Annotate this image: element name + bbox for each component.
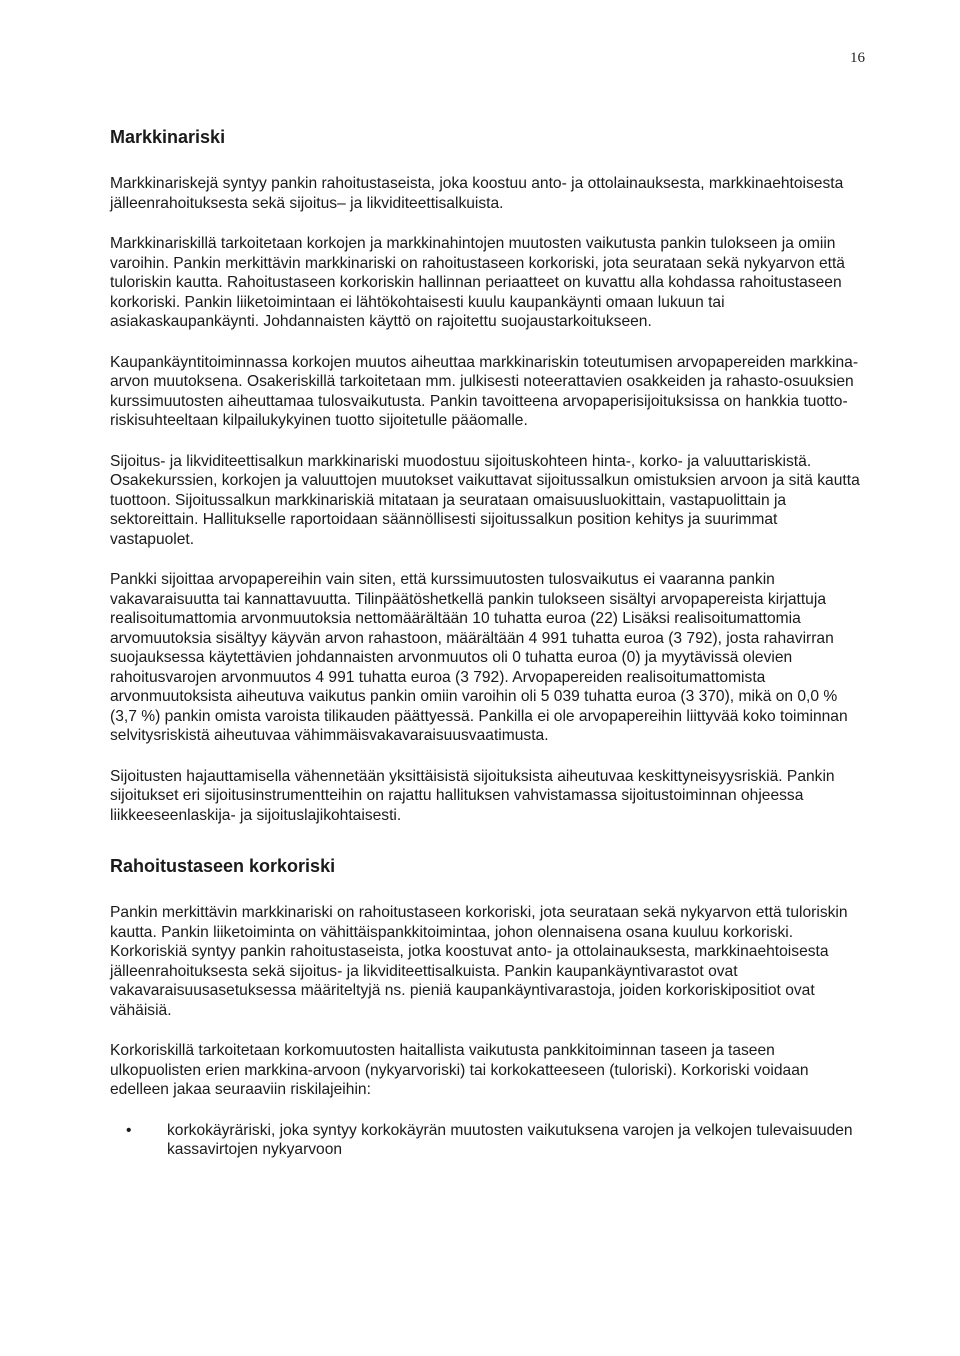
bullet-icon: •	[126, 1121, 132, 1139]
paragraph: Sijoitus- ja likviditeettisalkun markkinariski muodostuu sijoituskohteen hinta-, korko- ja valuuttariskistä. Osakekurssien, korkojen ja valuuttojen muutokset vaikuttavat sijoitussalkun omistuksien arvoon ja sitä kautta tuottoon. Sijoitussalkun markkinariskiä mitataan ja seurataan omaisuusluokittain, vastapuolittain ja sektoreittain. Hallitukselle raportoidaan säännöllisesti sijoitussalkun position kehitys ja suurimmat vastapuolet.	[110, 452, 860, 548]
list-item	[110, 1121, 860, 1160]
paragraph: Korkoriskillä tarkoitetaan korkomuutosten haitallista vaikutusta pankkitoiminnan taseen ja taseen ulkopuolisten erien markkina-arvoon (nykyarvoriski) tai korkokatteeseen (tuloriski). Korkoriski voidaan edelleen jakaa seuraaviin riskilajeihin:	[110, 1042, 809, 1098]
paragraph: Markkinariskejä syntyy pankin rahoitustaseista, joka koostuu anto- ja ottolainauksesta, markkinaehtoisesta jälleenrahoituksesta sekä sijoitus– ja likviditeettisalkuista.	[110, 175, 844, 212]
risk-type-list	[110, 1121, 860, 1160]
section-heading-rahoitustaseen-korkoriski: Rahoitustaseen korkoriski	[110, 856, 336, 876]
list-item-text: korkokäyräriski, joka syntyy korkokäyrän muutosten vaikutuksena varojen ja velkojen tulevaisuuden kassavirtojen nykyarvoon	[167, 1121, 853, 1158]
paragraph: Pankki sijoittaa arvopapereihin vain siten, että kurssimuutosten tulosvaikutus ei vaaranna pankin vakavaraisuutta tai kannattavuutta. Tilinpäätöshetkellä pankin tulokseen sisältyi arvopapereista kirjattuja realisoitumattomia arvonmuutoksia nettomäärältään 10 tuhatta euroa (22) Lisäksi realisoitumattomia arvomuutoksia sisältyy käyvän arvon rahastoon, määrältään 4 991 tuhatta euroa (3 792), josta rahavirran suojauksessa käytettävien johdannaisten arvonmuutos oli 0 tuhatta euroa (0) ja myytävissä olevien rahoitusvarojen arvonmuutos 4 991 tuhatta euroa (3 792). Arvopapereiden realisoitumattomista arvonmuutoksista aiheutuva vaikutus pankin omiin varoihin oli 5 039 tuhatta euroa (3 370), mikä on 0,0 % (3,7 %) pankin omista varoista tilikauden päättyessä. Pankilla ei ole arvopapereihin liittyvää koko toiminnan selvitysriskistä aiheutuvaa vähimmäisvakavaraisuusvaatimusta.	[110, 571, 848, 744]
paragraph: Kaupankäyntitoiminnassa korkojen muutos aiheuttaa markkinariskin toteutumisen arvopapereiden markkina-arvon muutoksena. Osakeriskillä tarkoitetaan mm. julkisesti noteerattavien osakkeiden ja rahasto-osuuksien kurssimuutosten aiheuttamaa tulosvaikutusta. Pankin tavoitteena arvopaperisijoituksissa on hankkia tuotto-riskisuhteeltaan kilpailukykyinen tuotto sijoitetulle pääomalle.	[110, 353, 859, 429]
page-number: 16	[850, 50, 865, 66]
document-body	[110, 126, 860, 1160]
paragraph: Sijoitusten hajauttamisella vähennetään yksittäisistä sijoituksista aiheutuvaa keskittyneisyysriskiä. Pankin sijoitukset eri sijoitusinstrumentteihin on rajattu hallituksen vahvistamassa sijoitustoiminnan ohjeessa liikkeeseenlaskija- ja sijoituslajikohtaisesti.	[110, 767, 835, 824]
section-heading-markkinariski: Markkinariski	[110, 127, 226, 147]
paragraph: Markkinariskillä tarkoitetaan korkojen ja markkinahintojen muutosten vaikutusta pankin tulokseen ja omiin varoihin. Pankin merkittävin markkinariski on rahoitustaseen korkoriski, jota seurataan sekä nykyarvon että tuloriskin kautta. Rahoitustaseen korkoriskin hallinnan periaatteet on kuvattu alla kohdassa rahoitustaseen korkoriski. Pankin liiketoimintaan ei lähtökohtaisesti kuulu kaupankäynti omaan lukuun tai asiakaskaupankäynti. Johdannaisten käyttö on rajoitettu suojaustarkoitukseen.	[110, 235, 845, 330]
paragraph: Pankin merkittävin markkinariski on rahoitustaseen korkoriski, jota seurataan sekä nykyarvon että tuloriskin kautta. Pankin liiketoiminta on vähittäispankkitoimintaa, johon olennaisena osana kuuluu korkoriski. Korkoriskiä syntyy pankin rahoitustaseista, jotka koostuvat anto- ja ottolainauksesta, markkinaehtoisesta jälleenrahoituksesta sekä sijoitus- ja likviditeettisalkuista. Pankin kaupankäyntivarastot ovat vakavaraisuusasetuksessa määriteltyjä ns. pieniä kaupankäyntivarastoja, joiden korkoriskipositiot ovat vähäisiä.	[110, 904, 848, 1019]
